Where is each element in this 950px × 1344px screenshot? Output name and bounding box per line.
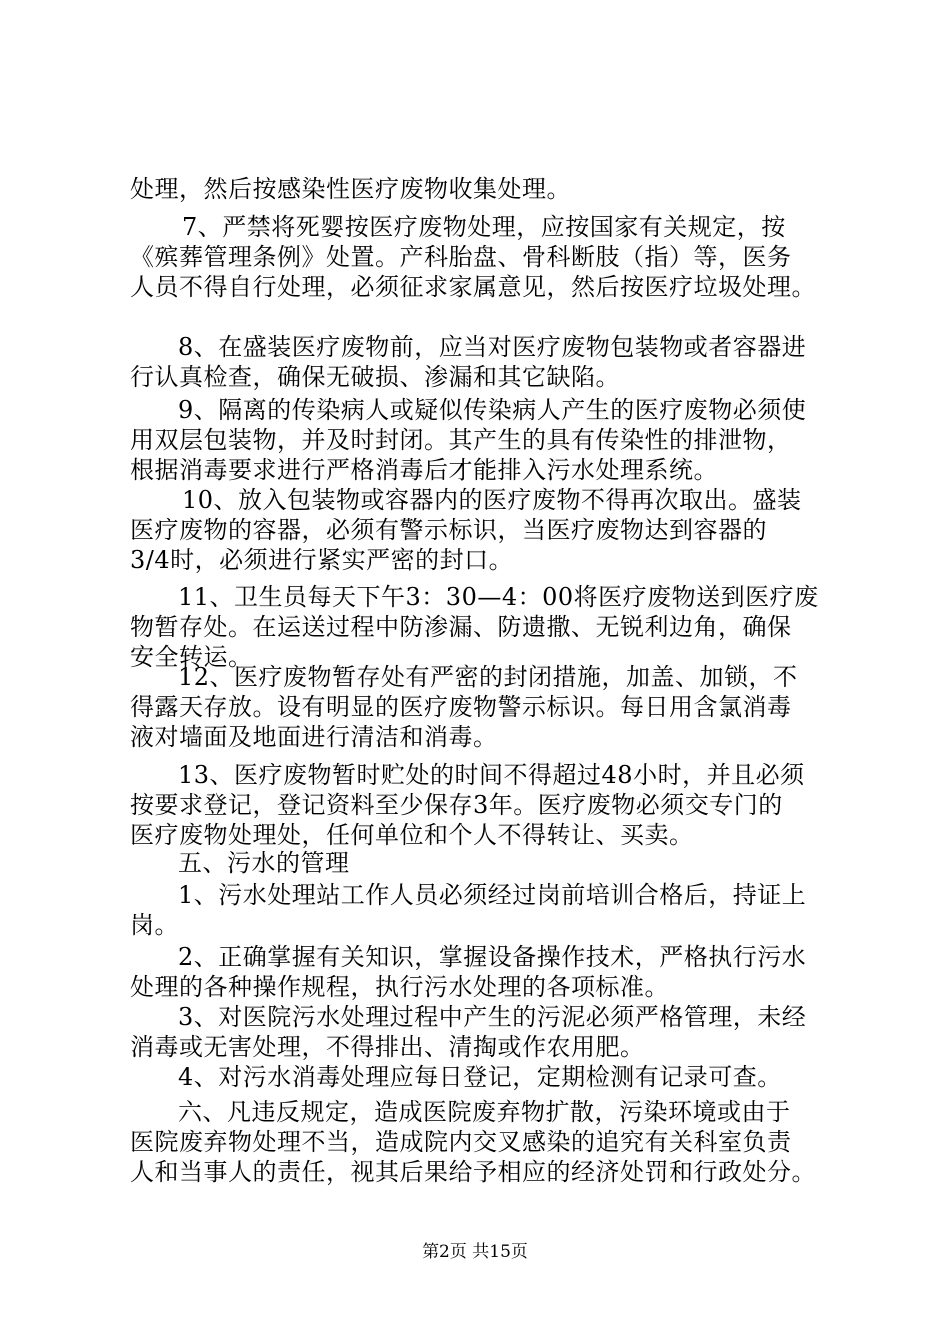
- text-line: 消毒或无害处理，不得排出、清掏或作农用肥。: [130, 1033, 645, 1061]
- text-line: 人员不得自行处理，必须征求家属意见，然后按医疗垃圾处理。: [130, 273, 816, 301]
- text-line: 9、隔离的传染病人或疑似传染病人产生的医疗废物必须使: [178, 396, 807, 424]
- text-line: 安全转运。: [130, 643, 253, 671]
- text-line: 医院废弃物处理不当，造成院内交叉感染的追究有关科室负责: [130, 1128, 792, 1156]
- text-line: 物暂存处。在运送过程中防渗漏、防遗撒、无锐利边角，确保: [130, 613, 792, 641]
- text-line: 7、严禁将死婴按医疗废物处理，应按国家有关规定，按: [182, 213, 786, 241]
- text-line: 3/4时，必须进行紧实严密的封口。: [130, 546, 514, 574]
- page-number-footer: 第2页 共15页: [422, 1242, 528, 1262]
- section-heading: 五、污水的管理: [178, 849, 350, 877]
- text-line: 1、污水处理站工作人员必须经过岗前培训合格后，持证上: [178, 881, 807, 909]
- text-line: 根据消毒要求进行严格消毒后才能排入污水处理系统。: [130, 456, 718, 484]
- text-line: 医疗废物的容器，必须有警示标识，当医疗废物达到容器的: [130, 516, 767, 544]
- text-line: 10、放入包装物或容器内的医疗废物不得再次取出。盛装: [182, 486, 802, 514]
- text-line: 11、卫生员每天下午3：30—4：00将医疗废物送到医疗废: [178, 583, 819, 611]
- text-line: 液对墙面及地面进行清洁和消毒。: [130, 723, 498, 751]
- text-line: 13、医疗废物暂时贮处的时间不得超过48小时，并且必须: [178, 761, 805, 789]
- text-line: 医疗废物处理处，任何单位和个人不得转让、买卖。: [130, 821, 694, 849]
- text-line: 处理的各种操作规程，执行污水处理的各项标准。: [130, 973, 669, 1001]
- text-line: 《殡葬管理条例》处置。产科胎盘、骨科断肢（指）等，医务: [130, 243, 792, 271]
- text-line: 处理，然后按感染性医疗废物收集处理。: [130, 175, 571, 203]
- text-line: 用双层包装物，并及时封闭。其产生的具有传染性的排泄物，: [130, 426, 792, 454]
- text-line: 人和当事人的责任，视其后果给予相应的经济处罚和行政处分。: [130, 1158, 816, 1186]
- text-line: 4、对污水消毒处理应每日登记，定期检测有记录可查。: [178, 1063, 782, 1091]
- text-line: 行认真检查，确保无破损、渗漏和其它缺陷。: [130, 363, 620, 391]
- text-line: 12、医疗废物暂存处有严密的封闭措施，加盖、加锁，不: [178, 663, 798, 691]
- text-line: 3、对医院污水处理过程中产生的污泥必须严格管理，未经: [178, 1003, 807, 1031]
- text-line: 岗。: [130, 911, 179, 939]
- section-heading: 六、凡违反规定，造成医院废弃物扩散，污染环境或由于: [178, 1098, 791, 1126]
- text-line: 得露天存放。设有明显的医疗废物警示标识。每日用含氯消毒: [130, 693, 792, 721]
- text-line: 按要求登记，登记资料至少保存3年。医疗废物必须交专门的: [130, 791, 783, 819]
- text-line: 8、在盛装医疗废物前，应当对医疗废物包装物或者容器进: [178, 333, 807, 361]
- text-line: 2、正确掌握有关知识，掌握设备操作技术，严格执行污水: [178, 943, 807, 971]
